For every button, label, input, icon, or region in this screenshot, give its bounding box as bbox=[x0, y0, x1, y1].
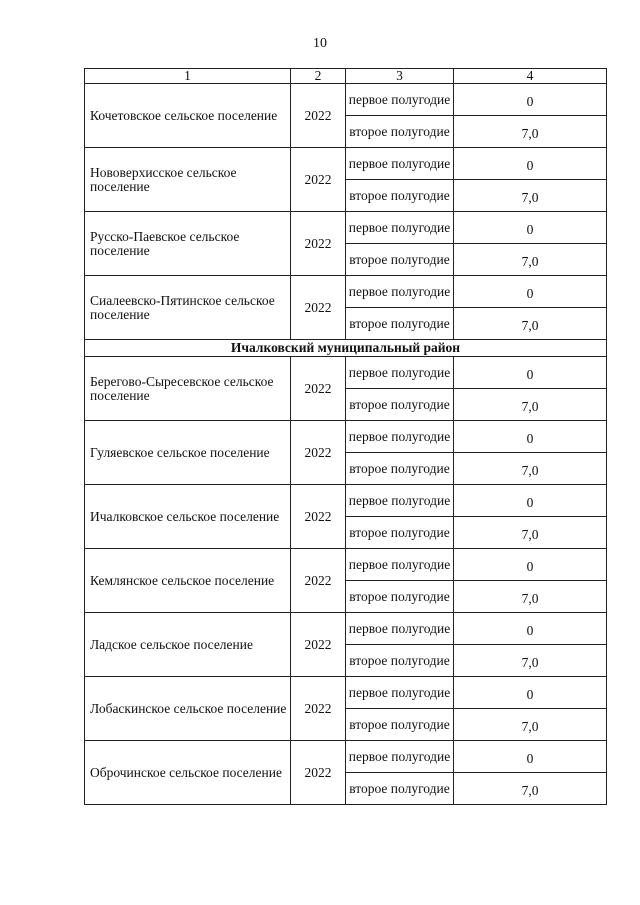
column-header: 4 bbox=[454, 69, 607, 84]
value-cell bbox=[454, 613, 607, 645]
table-row bbox=[85, 741, 607, 773]
value-text: 0 bbox=[526, 221, 534, 237]
period-cell: второе полугодие bbox=[346, 308, 454, 340]
table-row bbox=[85, 677, 607, 709]
period-cell: первое полугодие bbox=[346, 148, 454, 180]
settlement-name: Сиалеевско-Пятинское сельское поселение bbox=[85, 276, 291, 340]
value-cell bbox=[454, 709, 607, 741]
district-heading: Ичалковский муниципальный район bbox=[85, 340, 607, 357]
period-cell: второе полугодие bbox=[346, 244, 454, 276]
settlement-table bbox=[84, 68, 607, 805]
period-cell: первое полугодие bbox=[346, 741, 454, 773]
period-cell: второе полугодие bbox=[346, 389, 454, 421]
value-text: 0 bbox=[526, 686, 534, 702]
year-cell: 2022 bbox=[291, 485, 346, 549]
value-cell bbox=[454, 581, 607, 613]
period-cell: второе полугодие bbox=[346, 453, 454, 485]
value-text: 7,0 bbox=[521, 526, 539, 542]
value-text: 0 bbox=[526, 157, 534, 173]
value-cell bbox=[454, 116, 607, 148]
table-row bbox=[85, 613, 607, 645]
value-cell bbox=[454, 517, 607, 549]
value-cell bbox=[454, 276, 607, 308]
period-cell: первое полугодие bbox=[346, 276, 454, 308]
value-text: 7,0 bbox=[521, 317, 539, 333]
period-cell: первое полугодие bbox=[346, 677, 454, 709]
settlement-name: Оброчинское сельское поселение bbox=[85, 741, 291, 805]
value-text: 7,0 bbox=[521, 654, 539, 670]
value-cell bbox=[454, 421, 607, 453]
period-cell: второе полугодие bbox=[346, 645, 454, 677]
table-body bbox=[85, 69, 607, 805]
period-cell: первое полугодие bbox=[346, 549, 454, 581]
year-cell: 2022 bbox=[291, 741, 346, 805]
period-cell: второе полугодие bbox=[346, 581, 454, 613]
value-text: 7,0 bbox=[521, 462, 539, 478]
value-cell bbox=[454, 741, 607, 773]
value-cell bbox=[454, 453, 607, 485]
table-row bbox=[85, 84, 607, 116]
page-number: 10 bbox=[313, 36, 327, 51]
settlement-name: Берегово-Сыресевское сельское поселение bbox=[85, 357, 291, 421]
value-cell bbox=[454, 773, 607, 805]
table-row bbox=[85, 357, 607, 389]
value-text: 7,0 bbox=[521, 253, 539, 269]
year-cell: 2022 bbox=[291, 613, 346, 677]
settlement-name: Гуляевское сельское поселение bbox=[85, 421, 291, 485]
value-text: 7,0 bbox=[521, 718, 539, 734]
value-cell bbox=[454, 212, 607, 244]
settlement-name: Нововерхисское сельское поселение bbox=[85, 148, 291, 212]
table-row bbox=[85, 485, 607, 517]
value-cell bbox=[454, 645, 607, 677]
value-text: 0 bbox=[526, 430, 534, 446]
settlement-name: Ладское сельское поселение bbox=[85, 613, 291, 677]
value-cell bbox=[454, 148, 607, 180]
value-text: 7,0 bbox=[521, 782, 539, 798]
value-cell bbox=[454, 677, 607, 709]
column-header: 3 bbox=[346, 69, 454, 84]
table-row bbox=[85, 212, 607, 244]
column-header: 1 bbox=[85, 69, 291, 84]
value-text: 0 bbox=[526, 622, 534, 638]
value-text: 0 bbox=[526, 750, 534, 766]
value-text: 7,0 bbox=[521, 189, 539, 205]
settlement-name: Лобаскинское сельское поселение bbox=[85, 677, 291, 741]
value-text: 0 bbox=[526, 285, 534, 301]
settlement-name: Кочетовское сельское поселение bbox=[85, 84, 291, 148]
year-cell: 2022 bbox=[291, 84, 346, 148]
value-cell bbox=[454, 357, 607, 389]
period-cell: первое полугодие bbox=[346, 357, 454, 389]
period-cell: второе полугодие bbox=[346, 517, 454, 549]
year-cell: 2022 bbox=[291, 276, 346, 340]
column-header: 2 bbox=[291, 69, 346, 84]
period-cell: первое полугодие bbox=[346, 84, 454, 116]
value-text: 0 bbox=[526, 558, 534, 574]
table-row bbox=[85, 549, 607, 581]
year-cell: 2022 bbox=[291, 148, 346, 212]
year-cell: 2022 bbox=[291, 212, 346, 276]
value-text: 7,0 bbox=[521, 398, 539, 414]
value-cell bbox=[454, 389, 607, 421]
table-row bbox=[85, 421, 607, 453]
value-text: 0 bbox=[526, 494, 534, 510]
settlement-name: Ичалковское сельское поселение bbox=[85, 485, 291, 549]
settlement-name: Русско-Паевское сельское поселение bbox=[85, 212, 291, 276]
value-text: 0 bbox=[526, 93, 534, 109]
value-text: 7,0 bbox=[521, 125, 539, 141]
period-cell: второе полугодие bbox=[346, 116, 454, 148]
period-cell: первое полугодие bbox=[346, 421, 454, 453]
column-number-row bbox=[85, 69, 607, 84]
settlement-name: Кемлянское сельское поселение bbox=[85, 549, 291, 613]
year-cell: 2022 bbox=[291, 421, 346, 485]
period-cell: второе полугодие bbox=[346, 773, 454, 805]
value-cell bbox=[454, 84, 607, 116]
value-text: 0 bbox=[526, 366, 534, 382]
table-row bbox=[85, 276, 607, 308]
value-cell bbox=[454, 549, 607, 581]
period-cell: первое полугодие bbox=[346, 613, 454, 645]
period-cell: первое полугодие bbox=[346, 212, 454, 244]
year-cell: 2022 bbox=[291, 677, 346, 741]
district-heading-row bbox=[85, 340, 607, 357]
year-cell: 2022 bbox=[291, 549, 346, 613]
period-cell: второе полугодие bbox=[346, 709, 454, 741]
period-cell: второе полугодие bbox=[346, 180, 454, 212]
year-cell: 2022 bbox=[291, 357, 346, 421]
period-cell: первое полугодие bbox=[346, 485, 454, 517]
value-cell bbox=[454, 244, 607, 276]
value-cell bbox=[454, 308, 607, 340]
value-cell bbox=[454, 485, 607, 517]
table-row bbox=[85, 148, 607, 180]
value-text: 7,0 bbox=[521, 590, 539, 606]
value-cell bbox=[454, 180, 607, 212]
